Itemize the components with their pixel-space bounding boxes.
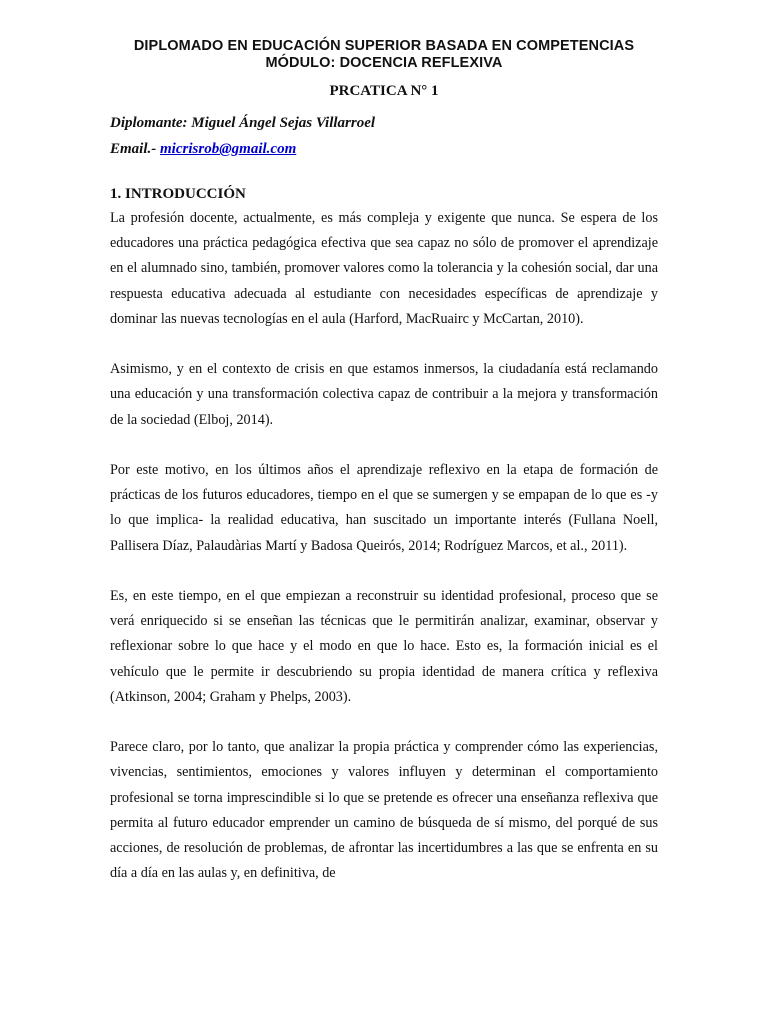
paragraph-5: Parece claro, por lo tanto, que analizar la propia práctica y comprender cómo las experiencias, vivencias, sentimientos, emociones y valores influyen y determinan el comportamiento profesional se torna imprescindible si lo que se pretende es ofrecer una enseñanza reflexiva que permita al futuro educador emprender un camino de búsqueda de sí mismo, del porqué de sus acciones, de resolución de problemas, de afrontar las incertidumbres a las que se enfrenta en su día a día en las aulas y, en definitiva, de xyxy=(110,739,658,882)
email-line xyxy=(110,136,658,162)
diplomante-line: Diplomante: Miguel Ángel Sejas Villarroel xyxy=(110,115,376,131)
paragraph-1: La profesión docente, actualmente, es más compleja y exigente que nunca. Se espera de los educadores una práctica pedagógica efectiva que sea capaz no sólo de promover el aprendizaje en el alumnado sino, también, promover valores como la tolerancia y la cohesión social, dar una respuesta educativa adecuada al estudiante con necesidades específicas de aprendizaje y dominar las nuevas tecnologías en el aula (Harford, MacRuairc y McCartan, 2010). xyxy=(110,210,658,327)
document-header xyxy=(110,38,658,72)
paragraph-3: Por este motivo, en los últimos años el aprendizaje reflexivo en la etapa de formación de prácticas de los futuros educadores, tiempo en el que se sumergen y se empapan de lo que es -y lo que implica- la realidad educativa, han suscitado un importante interés (Fullana Noell, Pallisera Díaz, Palaudàrias Martí y Badosa Queirós, 2014; Rodríguez Marcos, et al., 2011). xyxy=(110,462,658,554)
email-label: Email.- xyxy=(110,141,161,157)
module-title: MÓDULO: DOCENCIA REFLEXIVA xyxy=(265,55,503,71)
email-link[interactable]: micrisrob@gmail.com xyxy=(160,141,297,157)
section-title: 1. INTRODUCCIÓN xyxy=(110,186,246,202)
document-page xyxy=(110,38,658,886)
section-body xyxy=(110,206,658,886)
program-title: DIPLOMADO EN EDUCACIÓN SUPERIOR BASADA EN COMPETENCIAS xyxy=(133,38,635,54)
practice-title: PRCATICA N° 1 xyxy=(329,83,439,99)
paragraph-4: Es, en este tiempo, en el que empiezan a reconstruir su identidad profesional, proceso que se verá enriquecido si se enseñan las técnicas que le permitirán analizar, examinar, observar y reflexionar sobre lo que hace y el modo en que lo hace. Esto es, la formación inicial es el vehículo que le permite ir descubriendo su propia identidad de manera crítica y reflexiva (Atkinson, 2004; Graham y Phelps, 2003). xyxy=(110,588,658,705)
author-block xyxy=(110,110,658,162)
paragraph-2: Asimismo, y en el contexto de crisis en que estamos inmersos, la ciudadanía está reclamando una educación y una transformación colectiva capaz de contribuir a la mejora y transformación de la sociedad (Elboj, 2014). xyxy=(110,361,658,428)
